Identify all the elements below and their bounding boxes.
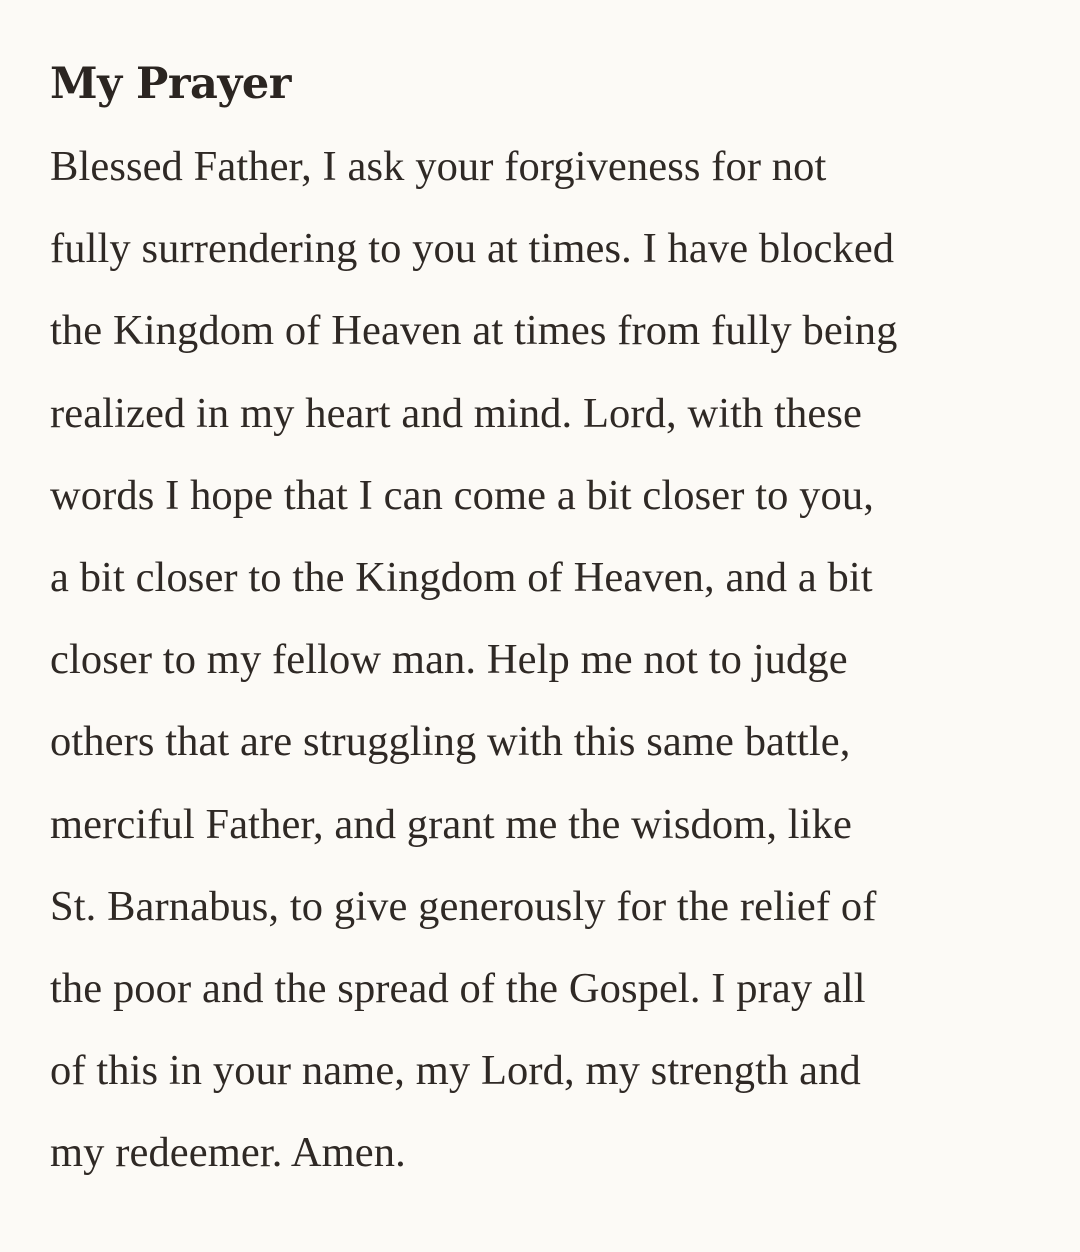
prayer-section	[50, 52, 1040, 1195]
section-title: My Prayer	[50, 59, 291, 109]
prayer-body-text: Blessed Father, I ask your forgiveness for not fully surrendering to you at times. I have blocked the Kingdom of Heaven at times from fully being realized in my heart and mind. Lord, with these words I hope that I can come a bit closer to you, a bit closer to the Kingdom of Heaven, and a bit closer to my fellow man. Help me not to judge others that are struggling with this same battle, merciful Father, and grant me the wisdom, like St. Barnabus, to give generously for the relief of the poor and the spread of the Gospel. I pray all of this in your name, my Lord, my strength and my redeemer. Amen.	[50, 143, 898, 1177]
